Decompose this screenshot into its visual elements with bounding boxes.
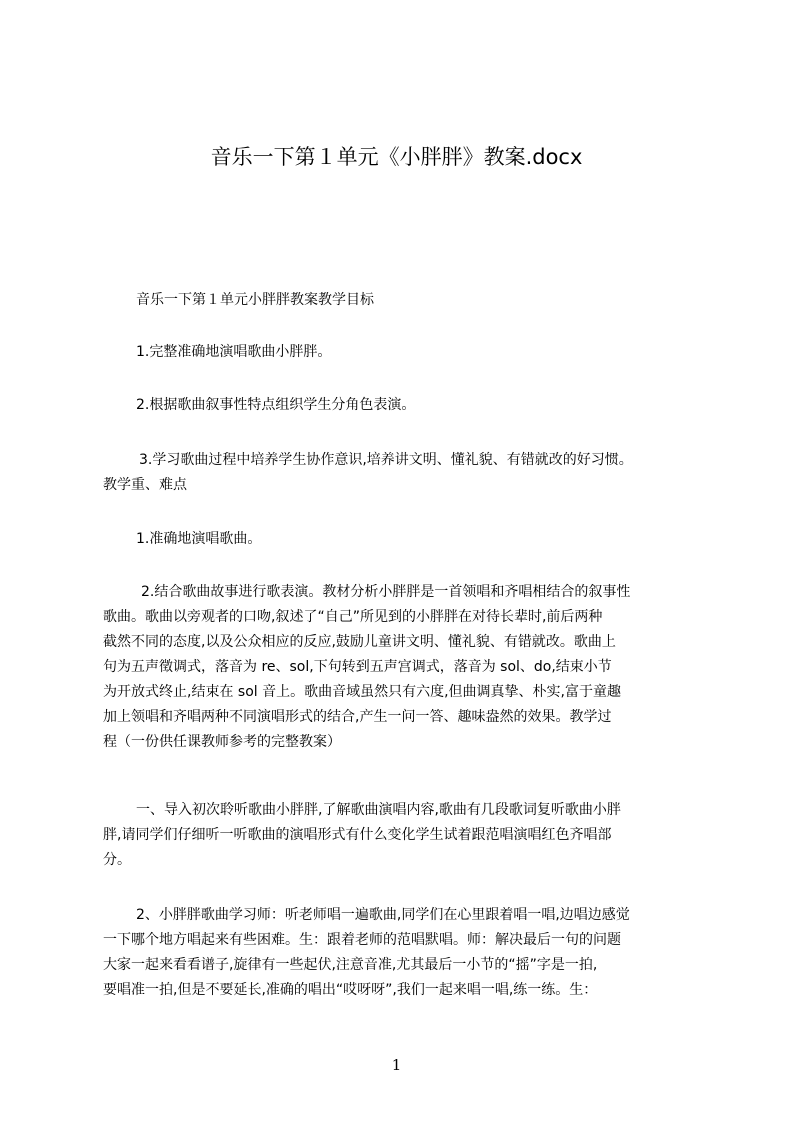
text-line: 2.结合歌曲故事进行歌表演。教材分析小胖胖是一首领唱和齐唱相结合的叙事性 [141, 584, 631, 600]
document-title: 音乐一下第１单元《小胖胖》教案.docx [210, 145, 583, 169]
page-number: 1 [391, 1056, 402, 1074]
text-line: 要唱准一拍,但是不要延长,准确的唱出“哎呀呀”,我们一起来唱一唱,练一练。生： [103, 982, 598, 998]
text-line: 加上领唱和齐唱两种不同演唱形式的结合,产生一问一答、趣味盎然的效果。教学过 [103, 709, 612, 725]
paragraph [103, 903, 713, 1003]
text-line: 1.准确地演唱歌曲。 [136, 531, 262, 547]
paragraph [103, 448, 703, 498]
text-line: 程（一份供任课教师参考的完整教案） [103, 734, 341, 750]
text-line: 句为五声徵调式，落音为 re、sol,下句转到五声宫调式，落音为 sol、do,结束小节 [103, 659, 612, 675]
text-line: 分。 [103, 852, 131, 868]
paragraph [136, 527, 261, 552]
text-line: 截然不同的态度,以及公众相应的反应,鼓励儿童讲文明、懂礼貌、有错就改。歌曲上 [103, 634, 616, 650]
text-line: 1.完整准确地演唱歌曲小胖胖。 [136, 344, 332, 360]
text-line: 3.学习歌曲过程中培养学生协作意识,培养讲文明、懂礼貌、有错就改的好习惯。 [139, 452, 633, 468]
text-line: 2.根据歌曲叙事性特点组织学生分角色表演。 [136, 397, 416, 413]
paragraph [136, 340, 331, 365]
text-line: 一、导入初次聆听歌曲小胖胖,了解歌曲演唱内容,歌曲有几段歌词复听歌曲小胖 [136, 802, 621, 818]
text-line: 教学重、难点 [103, 477, 187, 493]
text-line: 大家一起来看看谱子,旋律有一些起伏,注意音准,尤其最后一小节的“摇”字是一拍, [103, 957, 598, 973]
paragraph [103, 798, 703, 873]
text-line: 2、小胖胖歌曲学习师：听老师唱一遍歌曲,同学们在心里跟着唱一唱,边唱边感觉 [136, 907, 630, 923]
text-line: 一下哪个地方唱起来有些困难。生：跟着老师的范唱默唱。师：解决最后一句的问题 [103, 932, 621, 948]
text-line: 为开放式终止,结束在 sol 音上。歌曲音域虽然只有六度,但曲调真挚、朴实,富于童趣 [103, 684, 621, 700]
paragraph [103, 580, 710, 755]
text-line: 胖,请同学们仔细听一听歌曲的演唱形式有什么变化学生试着跟范唱演唱红色齐唱部 [103, 827, 612, 843]
text-line: 音乐一下第１单元小胖胖教案教学目标 [136, 292, 374, 308]
paragraph [136, 288, 374, 313]
text-line: 歌曲。歌曲以旁观者的口吻,叙述了“自己”所见到的小胖胖在对待长辈时,前后两种 [103, 609, 603, 625]
paragraph [136, 393, 415, 418]
